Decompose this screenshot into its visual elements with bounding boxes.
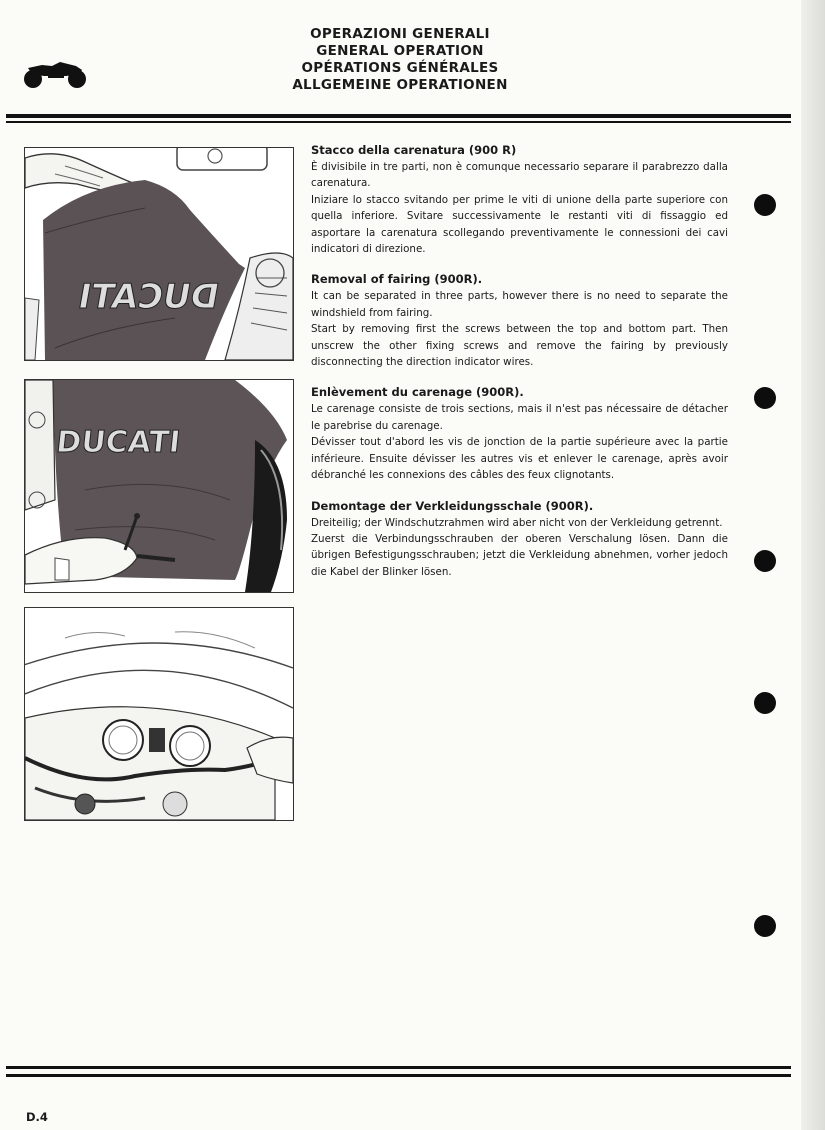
section-heading: Stacco della carenatura (900 R) bbox=[311, 143, 517, 157]
section-heading: Removal of fairing (900R). bbox=[311, 272, 483, 287]
binder-hole bbox=[754, 194, 776, 216]
section-paragraph: Start by removing first the screws between the top and bottom part. Then unscrew the other fixing screws and remove the fairing by previously disconnecting the direction indicator wires. bbox=[311, 323, 728, 369]
section-italian bbox=[311, 142, 728, 257]
section-paragraph: It can be separated in three parts, however there is no need to separate the windshield from fairing. bbox=[311, 290, 728, 319]
title-french: OPÉRATIONS GÉNÉRALES bbox=[301, 60, 499, 76]
section-paragraph: È divisibile in tre parti, non è comunque necessario separare il parabrezzo dalla carenatura. bbox=[311, 161, 728, 190]
title-german: ALLGEMEINE OPERATIONEN bbox=[292, 77, 508, 93]
section-paragraph: Zuerst die Verbindungsschrauben der oberen Verschalung lösen. Dann die übrigen Befestigungsschrauben; jetzt die Verkleidung abnehmen, vorher jedoch die Kabel der Blinker lösen. bbox=[311, 532, 728, 578]
motorcycle-icon bbox=[22, 56, 88, 90]
footer-rule bbox=[6, 1066, 791, 1069]
footer-rule-2 bbox=[6, 1074, 791, 1077]
section-heading: Enlèvement du carenage (900R). bbox=[311, 385, 524, 400]
page-edge-shadow bbox=[801, 0, 825, 1130]
section-paragraph: Dreiteilig; der Windschutzrahmen wird aber nicht von der Verkleidung getrennt. bbox=[311, 516, 723, 529]
section-english bbox=[311, 271, 728, 370]
section-french bbox=[311, 384, 728, 483]
page-titles bbox=[240, 26, 560, 94]
header-rule-thin bbox=[6, 121, 791, 123]
fairing-brand-label: DUCATI bbox=[74, 277, 223, 317]
figure-fairing-removal-2 bbox=[24, 379, 294, 593]
instructions-column bbox=[311, 142, 728, 588]
section-heading: Demontage der Verkleidungsschale (900R). bbox=[311, 498, 594, 513]
binder-hole bbox=[754, 915, 776, 937]
header-rule bbox=[6, 114, 791, 118]
figure-fairing-removal-1 bbox=[24, 147, 294, 361]
binder-hole bbox=[754, 550, 776, 572]
binder-hole bbox=[754, 692, 776, 714]
section-german bbox=[311, 498, 728, 581]
section-paragraph: Le carenage consiste de trois sections, mais il n'est pas nécessaire de détacher le parebrise du carenage. bbox=[311, 403, 728, 432]
title-english: GENERAL OPERATION bbox=[316, 43, 484, 59]
figure-dashboard-wiring bbox=[24, 607, 294, 821]
page-number: D.4 bbox=[26, 1110, 48, 1124]
section-paragraph: Iniziare lo stacco svitando per prime le viti di unione della parte superiore con quella inferiore. Svitare successivamente le restanti viti di fissaggio ed asportare la carenatura scollegando preventivamente le connessioni dei cavi indicatori di direzione. bbox=[311, 193, 728, 256]
fairing-brand-label-2: DUCATI bbox=[54, 425, 183, 460]
binder-hole bbox=[754, 387, 776, 409]
section-paragraph: Dévisser tout d'abord les vis de jonction de la partie supérieure avec la partie inférieure. Ensuite dévisser les autres vis et enlever le carenage, après avoir débranché les connexions des câbles des feux clignotants. bbox=[311, 436, 728, 482]
title-italian: OPERAZIONI GENERALI bbox=[310, 26, 490, 42]
